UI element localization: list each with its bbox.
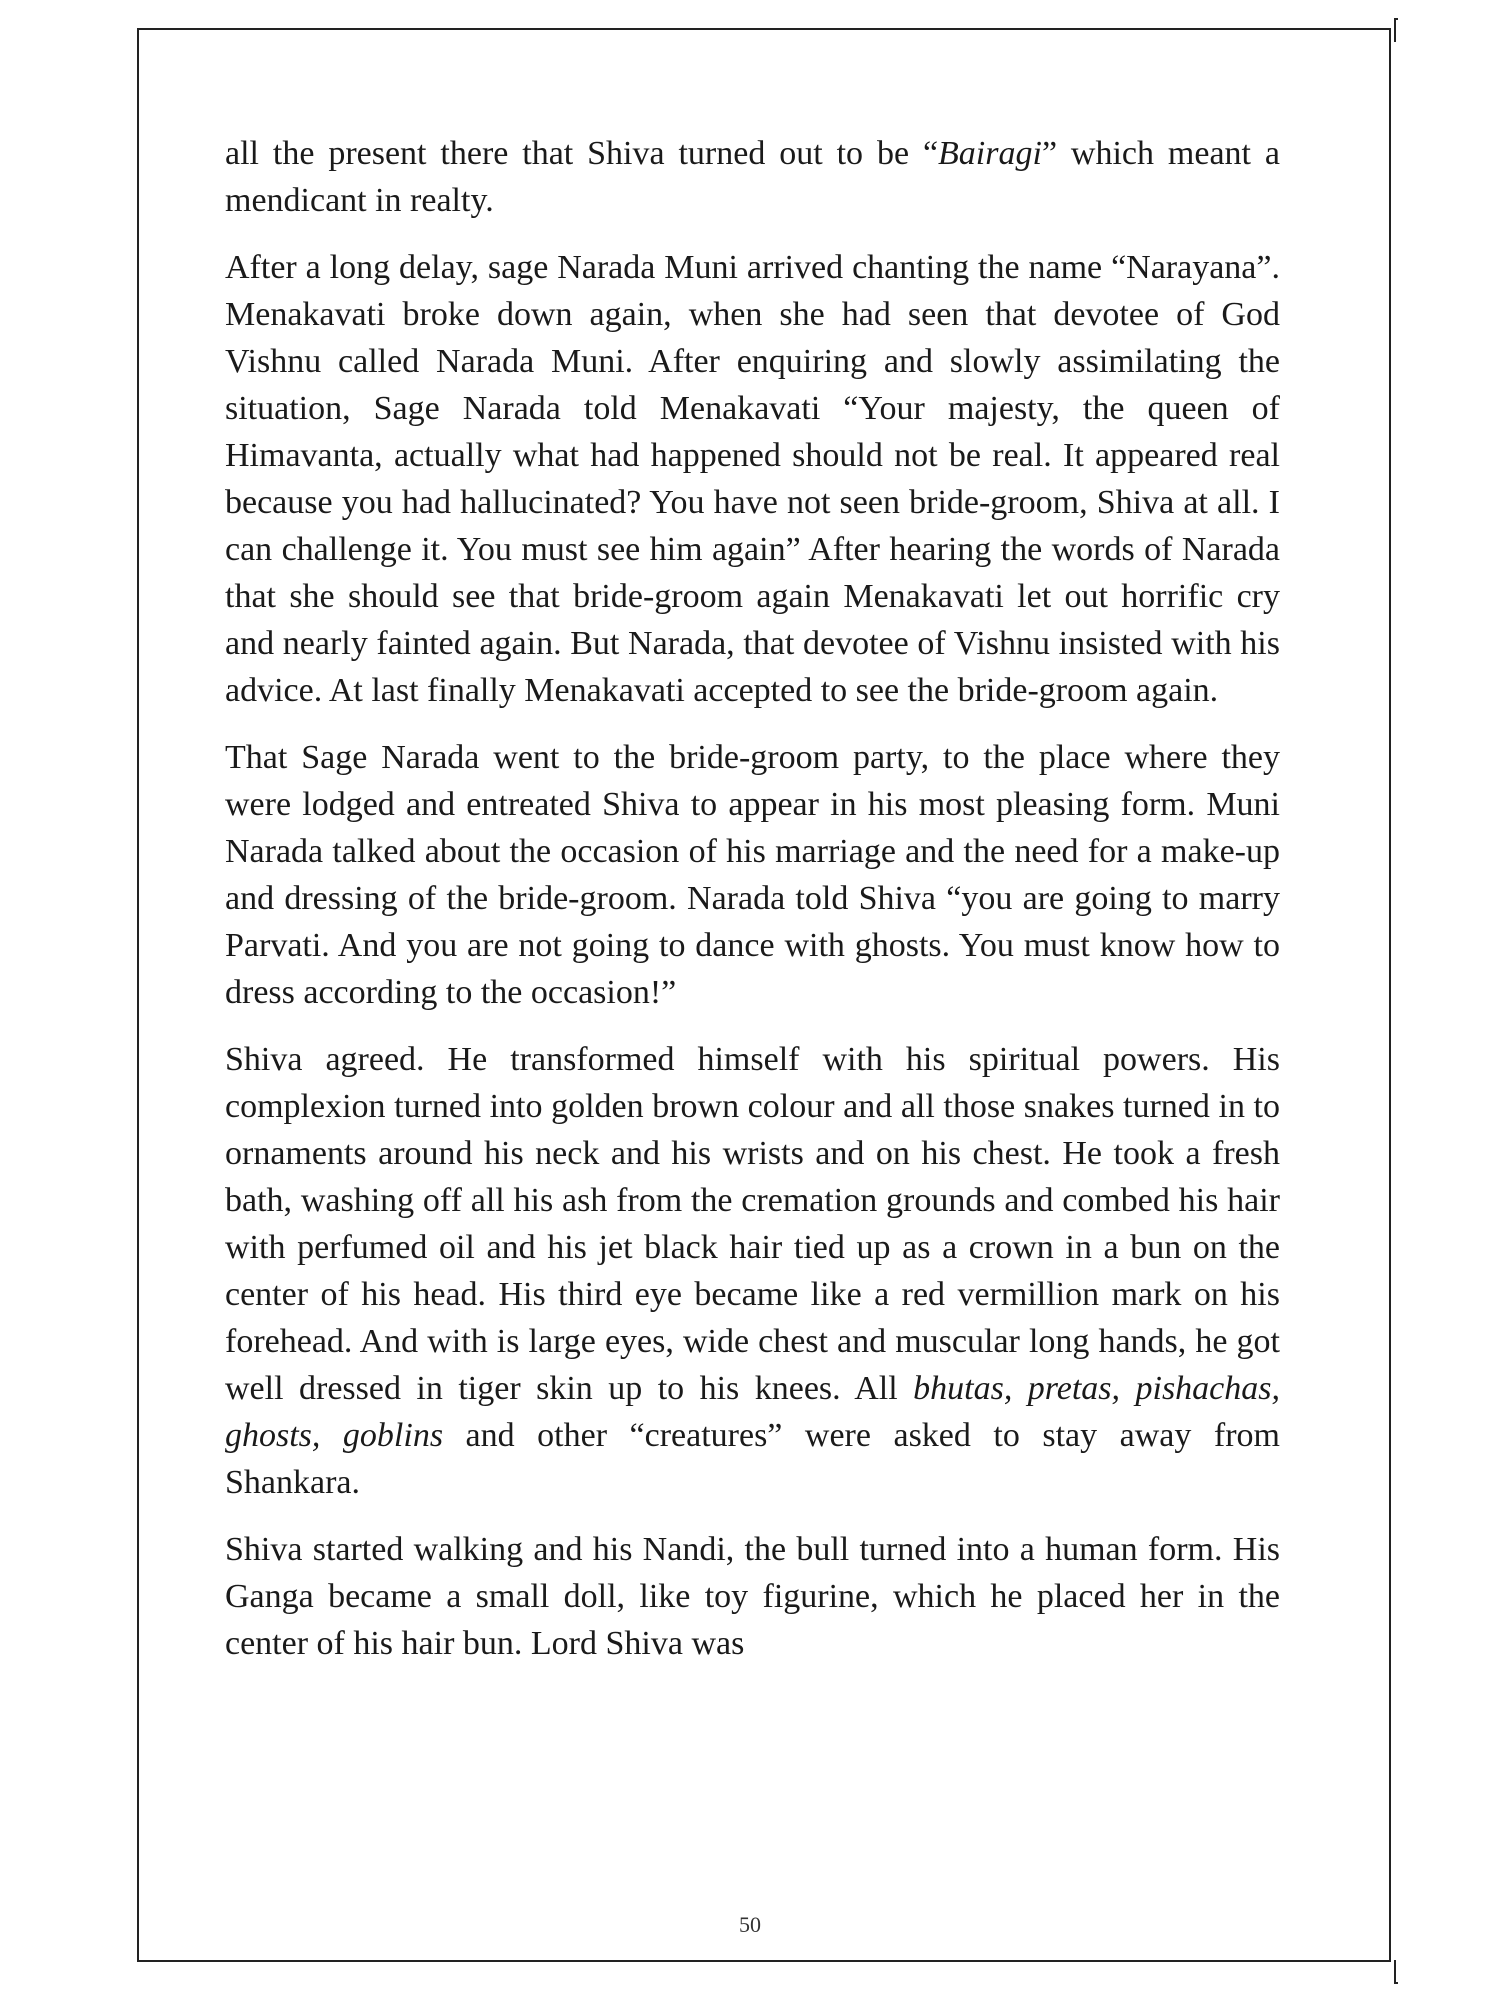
crop-mark-bottom — [1394, 1960, 1398, 1984]
paragraph-4 — [225, 1036, 1280, 1506]
paragraph-2: After a long delay, sage Narada Muni arrived chanting the name “Narayana”. Menakavati broke down again, when she had seen that devotee of God Vishnu called Narada Muni. After enquiring and slowly assimilating the situation, Sage Narada told Menakavati “Your majesty, the queen of Himavanta, actually what had happened should not be real. It appeared real because you had hallucinated? You have not seen bride-groom, Shiva at all. I can challenge it. You must see him again” After hearing the words of Narada that she should see that bride-groom again Menakavati let out horrific cry and nearly fainted again. But Narada, that devotee of Vishnu insisted with his advice. At last finally Menakavati accepted to see the bride-groom again. — [225, 249, 1280, 709]
paragraph-1-part-3: ” which meant a mendicant in realty. — [225, 135, 1280, 219]
paragraph-1-italic-bairagi: Bairagi — [938, 135, 1042, 172]
page-number: 50 — [739, 1912, 761, 1937]
paragraph-3: That Sage Narada went to the bride-groom party, to the place where they were lodged and entreated Shiva to appear in his most pleasing form. Muni Narada talked about the occasion of his marriage and the need for a make-up and dressing of the bride-groom. Narada told Shiva “you are going to marry Parvati. And you are not going to dance with ghosts. You must know how to dress according to the occasion!” — [225, 739, 1280, 1011]
paragraph-4-part-3: and other “creatures” were asked to stay away from Shankara. — [225, 1417, 1280, 1501]
paragraph-4-italic-creatures: bhutas, pretas, pishachas, ghosts, goblins — [225, 1370, 1280, 1454]
paragraph-4-part-1: Shiva agreed. He transformed himself with his spiritual powers. His complexion turned into golden brown colour and all those snakes turned in to ornaments around his neck and his wrists and on his chest. He took a fresh bath, washing off all his ash from the cremation grounds and combed his hair with perfumed oil and his jet black hair tied up as a crown in a bun on the center of his head. His third eye became like a red vermillion mark on his forehead. And with is large eyes, wide chest and muscular long hands, he got well dressed in tiger skin up to his knees. All — [225, 1041, 1280, 1407]
paragraph-5: Shiva started walking and his Nandi, the bull turned into a human form. His Ganga became a small doll, like toy figurine, which he placed her in the center of his hair bun. Lord Shiva was — [225, 1531, 1280, 1662]
body-text — [225, 130, 1280, 1687]
paragraph-1-part-1: all the present there that Shiva turned out to be “ — [225, 135, 939, 172]
paragraph-1 — [225, 130, 1280, 224]
crop-mark-top — [1394, 18, 1398, 42]
